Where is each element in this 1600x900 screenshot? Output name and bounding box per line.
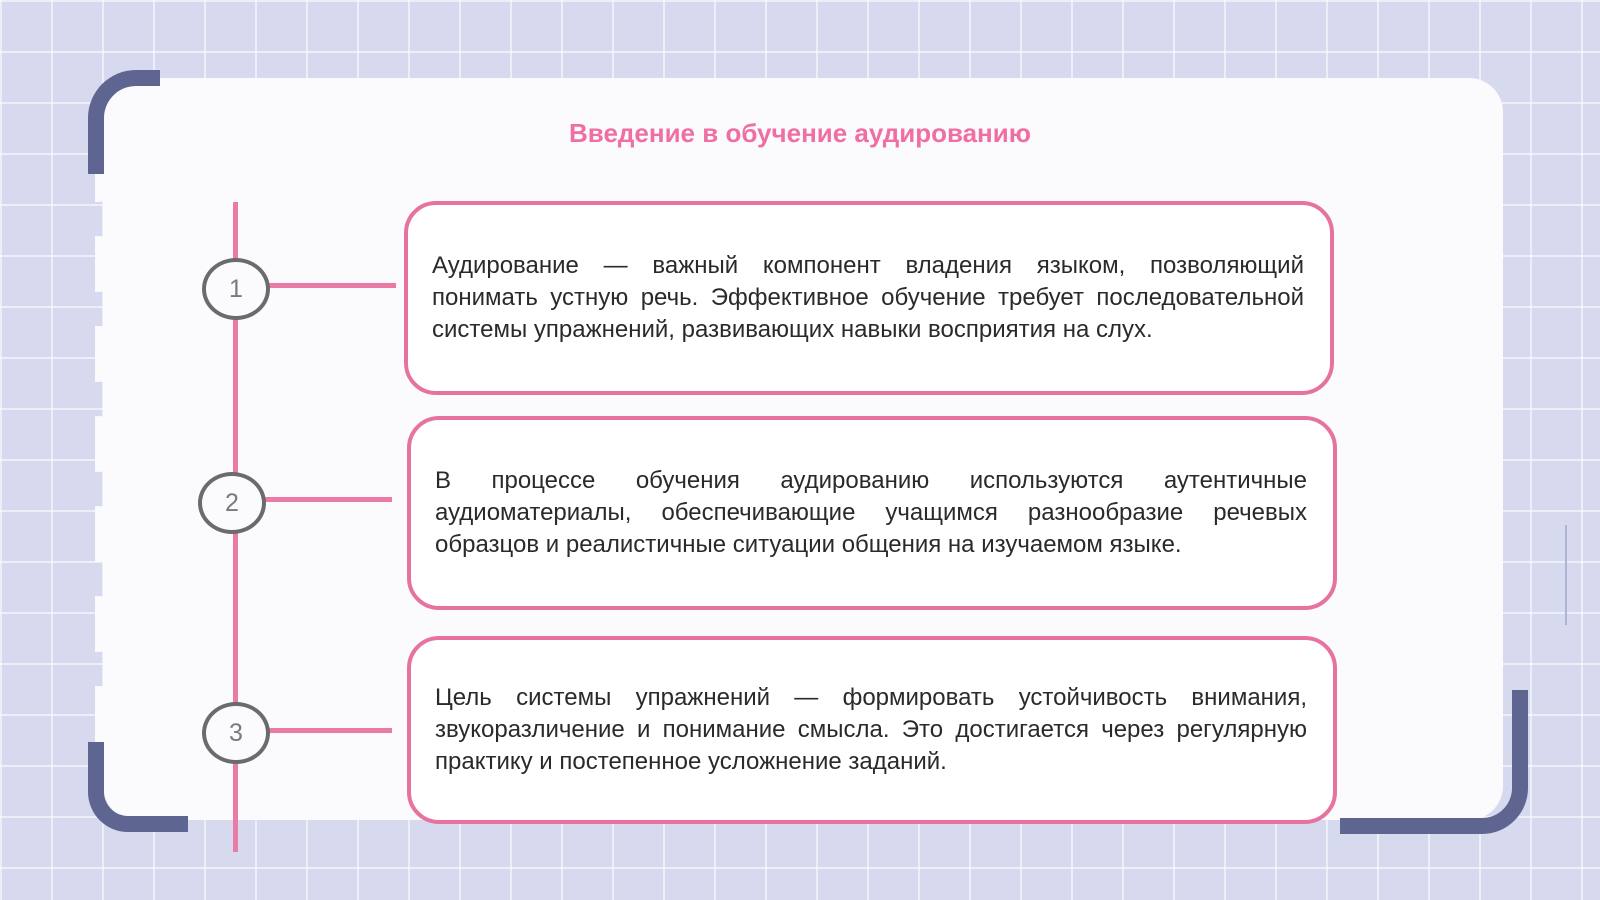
step-number-badge: 3 xyxy=(202,702,270,764)
step-card xyxy=(407,636,1337,824)
step-text: В процессе обучения аудированию используются аутентичные аудиоматериалы, обеспечивающие учащимся разнообразие речевых образцов и реалистичные ситуации общения на изучаемом языке. xyxy=(435,467,1307,558)
step-number-badge: 1 xyxy=(202,258,270,320)
timeline-connector xyxy=(268,728,392,733)
step-card xyxy=(404,201,1334,395)
notebook-edge xyxy=(95,140,125,740)
decorative-line xyxy=(1565,525,1567,625)
step-card xyxy=(407,416,1337,610)
step-number-badge: 2 xyxy=(198,472,266,534)
corner-bracket-top-left xyxy=(88,70,160,174)
step-text: Аудирование — важный компонент владения языком, позволяющий понимать устную речь. Эффективное обучение требует последовательной системы упражнений, развивающих навыки восприятия на слух. xyxy=(432,252,1304,343)
timeline-connector xyxy=(268,283,396,288)
corner-bracket-bottom-right xyxy=(1340,690,1528,834)
slide-title: Введение в обучение аудированию xyxy=(569,118,1031,148)
corner-bracket-bottom-left xyxy=(88,742,188,832)
timeline-connector xyxy=(264,497,392,502)
step-text: Цель системы упражнений — формировать устойчивость внимания, звукоразличение и понимание смысла. Это достигается через регулярную практику и постепенное усложнение заданий. xyxy=(435,684,1307,775)
